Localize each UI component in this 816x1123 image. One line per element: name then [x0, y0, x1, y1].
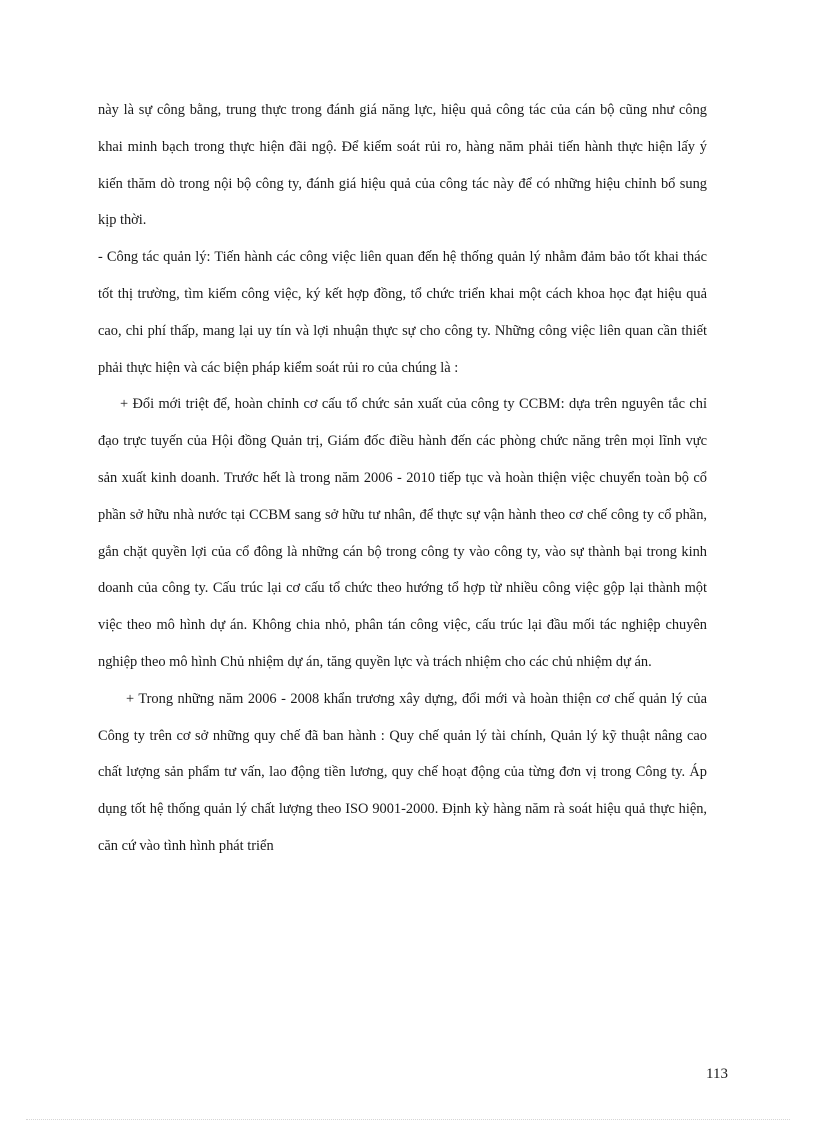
- body-text: [98, 92, 707, 865]
- page-number: 113: [706, 1066, 728, 1082]
- paragraph-restructuring: + Đổi mới triệt để, hoàn chỉnh cơ cấu tổ chức sản xuất của công ty CCBM: dựa trên nguyên tắc chỉ đạo trực tuyến của Hội đồng Quản trị, Giám đốc điều hành đến các phòng chức năng trên mọi lĩnh vực sản xuất kinh doanh. Trước hết là trong năm 2006 - 2010 tiếp tục và hoàn thiện việc chuyển toàn bộ cổ phần sở hữu nhà nước tại CCBM sang sở hữu tư nhân, để thực sự vận hành theo cơ chế công ty cổ phần, gắn chặt quyền lợi của cổ đông là những cán bộ trong công ty vào công ty, vào sự thành bại trong kinh doanh của công ty. Cấu trúc lại cơ cấu tổ chức theo hướng tổ hợp từ nhiều công việc gộp lại thành một việc theo mô hình dự án. Không chia nhỏ, phân tán công việc, cấu trúc lại đầu mối tác nghiệp chuyên nghiệp theo mô hình Chủ nhiệm dự án, tăng quyền lực và trách nhiệm cho các chủ nhiệm dự án.: [98, 396, 707, 670]
- paragraph-continuation: này là sự công bằng, trung thực trong đánh giá năng lực, hiệu quả công tác của cán bộ cũng như công khai minh bạch trong thực hiện đãi ngộ. Để kiểm soát rủi ro, hàng năm phải tiến hành thực hiện lấy ý kiến thăm dò trong nội bộ công ty, đánh giá hiệu quả của công tác này để có những hiệu chỉnh bổ sung kịp thời.: [98, 102, 707, 229]
- paragraph-management-mechanism: + Trong những năm 2006 - 2008 khẩn trương xây dựng, đổi mới và hoàn thiện cơ chế quản lý của Công ty trên cơ sở những quy chế đã ban hành : Quy chế quản lý tài chính, Quản lý kỹ thuật nâng cao chất lượng sản phẩm tư vấn, lao động tiền lương, quy chế hoạt động của từng đơn vị trong Công ty. Áp dụng tốt hệ thống quản lý chất lượng theo ISO 9001-2000. Định kỳ hàng năm rà soát hiệu quả thực hiện, căn cứ vào tình hình phát triển: [98, 690, 707, 854]
- page-bottom-divider: [26, 1119, 790, 1120]
- paragraph-management-work: - Công tác quản lý: Tiến hành các công việc liên quan đến hệ thống quản lý nhằm đảm bảo tốt khai thác tốt thị trường, tìm kiếm công việc, ký kết hợp đồng, tổ chức triển khai một cách khoa học đạt hiệu quả cao, chi phí thấp, mang lại uy tín và lợi nhuận thực sự cho công ty. Những công việc liên quan cần thiết phải thực hiện và các biện pháp kiểm soát rủi ro của chúng là :: [98, 249, 707, 376]
